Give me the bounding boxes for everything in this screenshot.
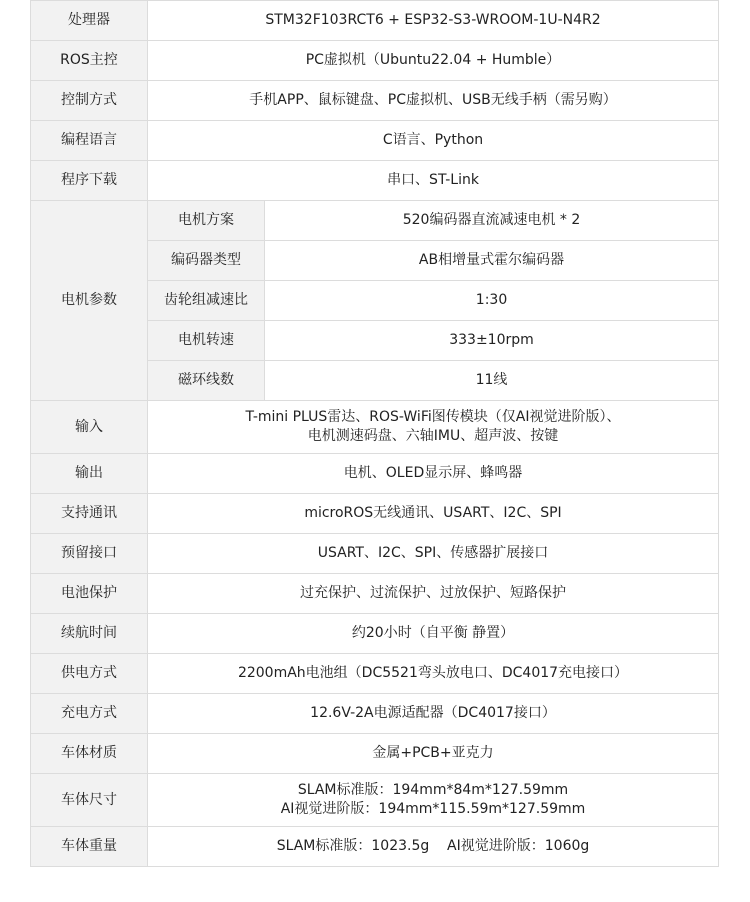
size-line-2: AI视觉进阶版：194mm*115.59m*127.59mm xyxy=(280,801,586,817)
sub-label: 齿轮组减速比 xyxy=(148,281,265,321)
row-value: 电机、OLED显示屏、蜂鸣器 xyxy=(148,454,719,494)
table-row-communication xyxy=(31,494,719,534)
row-value: PC虚拟机（Ubuntu22.04 + Humble） xyxy=(148,41,719,81)
row-label: 输出 xyxy=(31,454,148,494)
sub-value: AB相增量式霍尔编码器 xyxy=(265,241,719,281)
sub-label: 磁环线数 xyxy=(148,361,265,401)
row-label: 车体材质 xyxy=(31,734,148,774)
table-row-charging xyxy=(31,694,719,734)
row-value: 金属+PCB+亚克力 xyxy=(148,734,719,774)
table-row-program-download xyxy=(31,161,719,201)
table-row-weight xyxy=(31,827,719,867)
row-value: 2200mAh电池组（DC5521弯头放电口、DC4017充电接口） xyxy=(148,654,719,694)
row-value: 12.6V-2A电源适配器（DC4017接口） xyxy=(148,694,719,734)
row-value: C语言、Python xyxy=(148,121,719,161)
row-label: 控制方式 xyxy=(31,81,148,121)
table-row-programming-language xyxy=(31,121,719,161)
input-line-1: T-mini PLUS雷达、ROS-WiFi图传模块（仅AI视觉进阶版）、 xyxy=(245,409,621,425)
row-label: 预留接口 xyxy=(31,534,148,574)
row-label: 续航时间 xyxy=(31,614,148,654)
table-row-ros-master xyxy=(31,41,719,81)
row-value: 约20小时（自平衡 静置） xyxy=(148,614,719,654)
row-label: ROS主控 xyxy=(31,41,148,81)
row-label: 电池保护 xyxy=(31,574,148,614)
table-row-control-mode xyxy=(31,81,719,121)
sub-label: 电机转速 xyxy=(148,321,265,361)
row-value xyxy=(148,774,719,827)
row-value: microROS无线通讯、USART、I2C、SPI xyxy=(148,494,719,534)
row-label: 车体重量 xyxy=(31,827,148,867)
spec-table xyxy=(30,0,719,867)
sub-value: 333±10rpm xyxy=(265,321,719,361)
table-row-output xyxy=(31,454,719,494)
row-label: 供电方式 xyxy=(31,654,148,694)
row-label: 编程语言 xyxy=(31,121,148,161)
row-value: SLAM标准版：1023.5g AI视觉进阶版：1060g xyxy=(148,827,719,867)
table-row-size xyxy=(31,774,719,827)
row-value: 过充保护、过流保护、过放保护、短路保护 xyxy=(148,574,719,614)
row-value: STM32F103RCT6 + ESP32-S3-WROOM-1U-N4R2 xyxy=(148,1,719,41)
row-label: 输入 xyxy=(31,401,148,454)
sub-label: 电机方案 xyxy=(148,201,265,241)
input-line-2: 电机测速码盘、六轴IMU、超声波、按键 xyxy=(307,428,559,444)
motor-params-label: 电机参数 xyxy=(31,201,148,401)
row-label: 充电方式 xyxy=(31,694,148,734)
sub-label: 编码器类型 xyxy=(148,241,265,281)
size-line-1: SLAM标准版：194mm*84m*127.59mm xyxy=(297,782,569,798)
row-value: USART、I2C、SPI、传感器扩展接口 xyxy=(148,534,719,574)
row-value: 串口、ST-Link xyxy=(148,161,719,201)
table-row-material xyxy=(31,734,719,774)
sub-value: 11线 xyxy=(265,361,719,401)
row-value: 手机APP、鼠标键盘、PC虚拟机、USB无线手柄（需另购） xyxy=(148,81,719,121)
table-row-power-supply xyxy=(31,654,719,694)
sub-value: 1:30 xyxy=(265,281,719,321)
table-row-motor-scheme xyxy=(31,201,719,241)
table-row-endurance xyxy=(31,614,719,654)
row-label: 程序下载 xyxy=(31,161,148,201)
table-row-input xyxy=(31,401,719,454)
sub-value: 520编码器直流减速电机 * 2 xyxy=(265,201,719,241)
table-row-battery-protection xyxy=(31,574,719,614)
table-row-reserved-ports xyxy=(31,534,719,574)
row-label: 支持通讯 xyxy=(31,494,148,534)
row-value xyxy=(148,401,719,454)
table-row-processor xyxy=(31,1,719,41)
row-label: 处理器 xyxy=(31,1,148,41)
row-label: 车体尺寸 xyxy=(31,774,148,827)
